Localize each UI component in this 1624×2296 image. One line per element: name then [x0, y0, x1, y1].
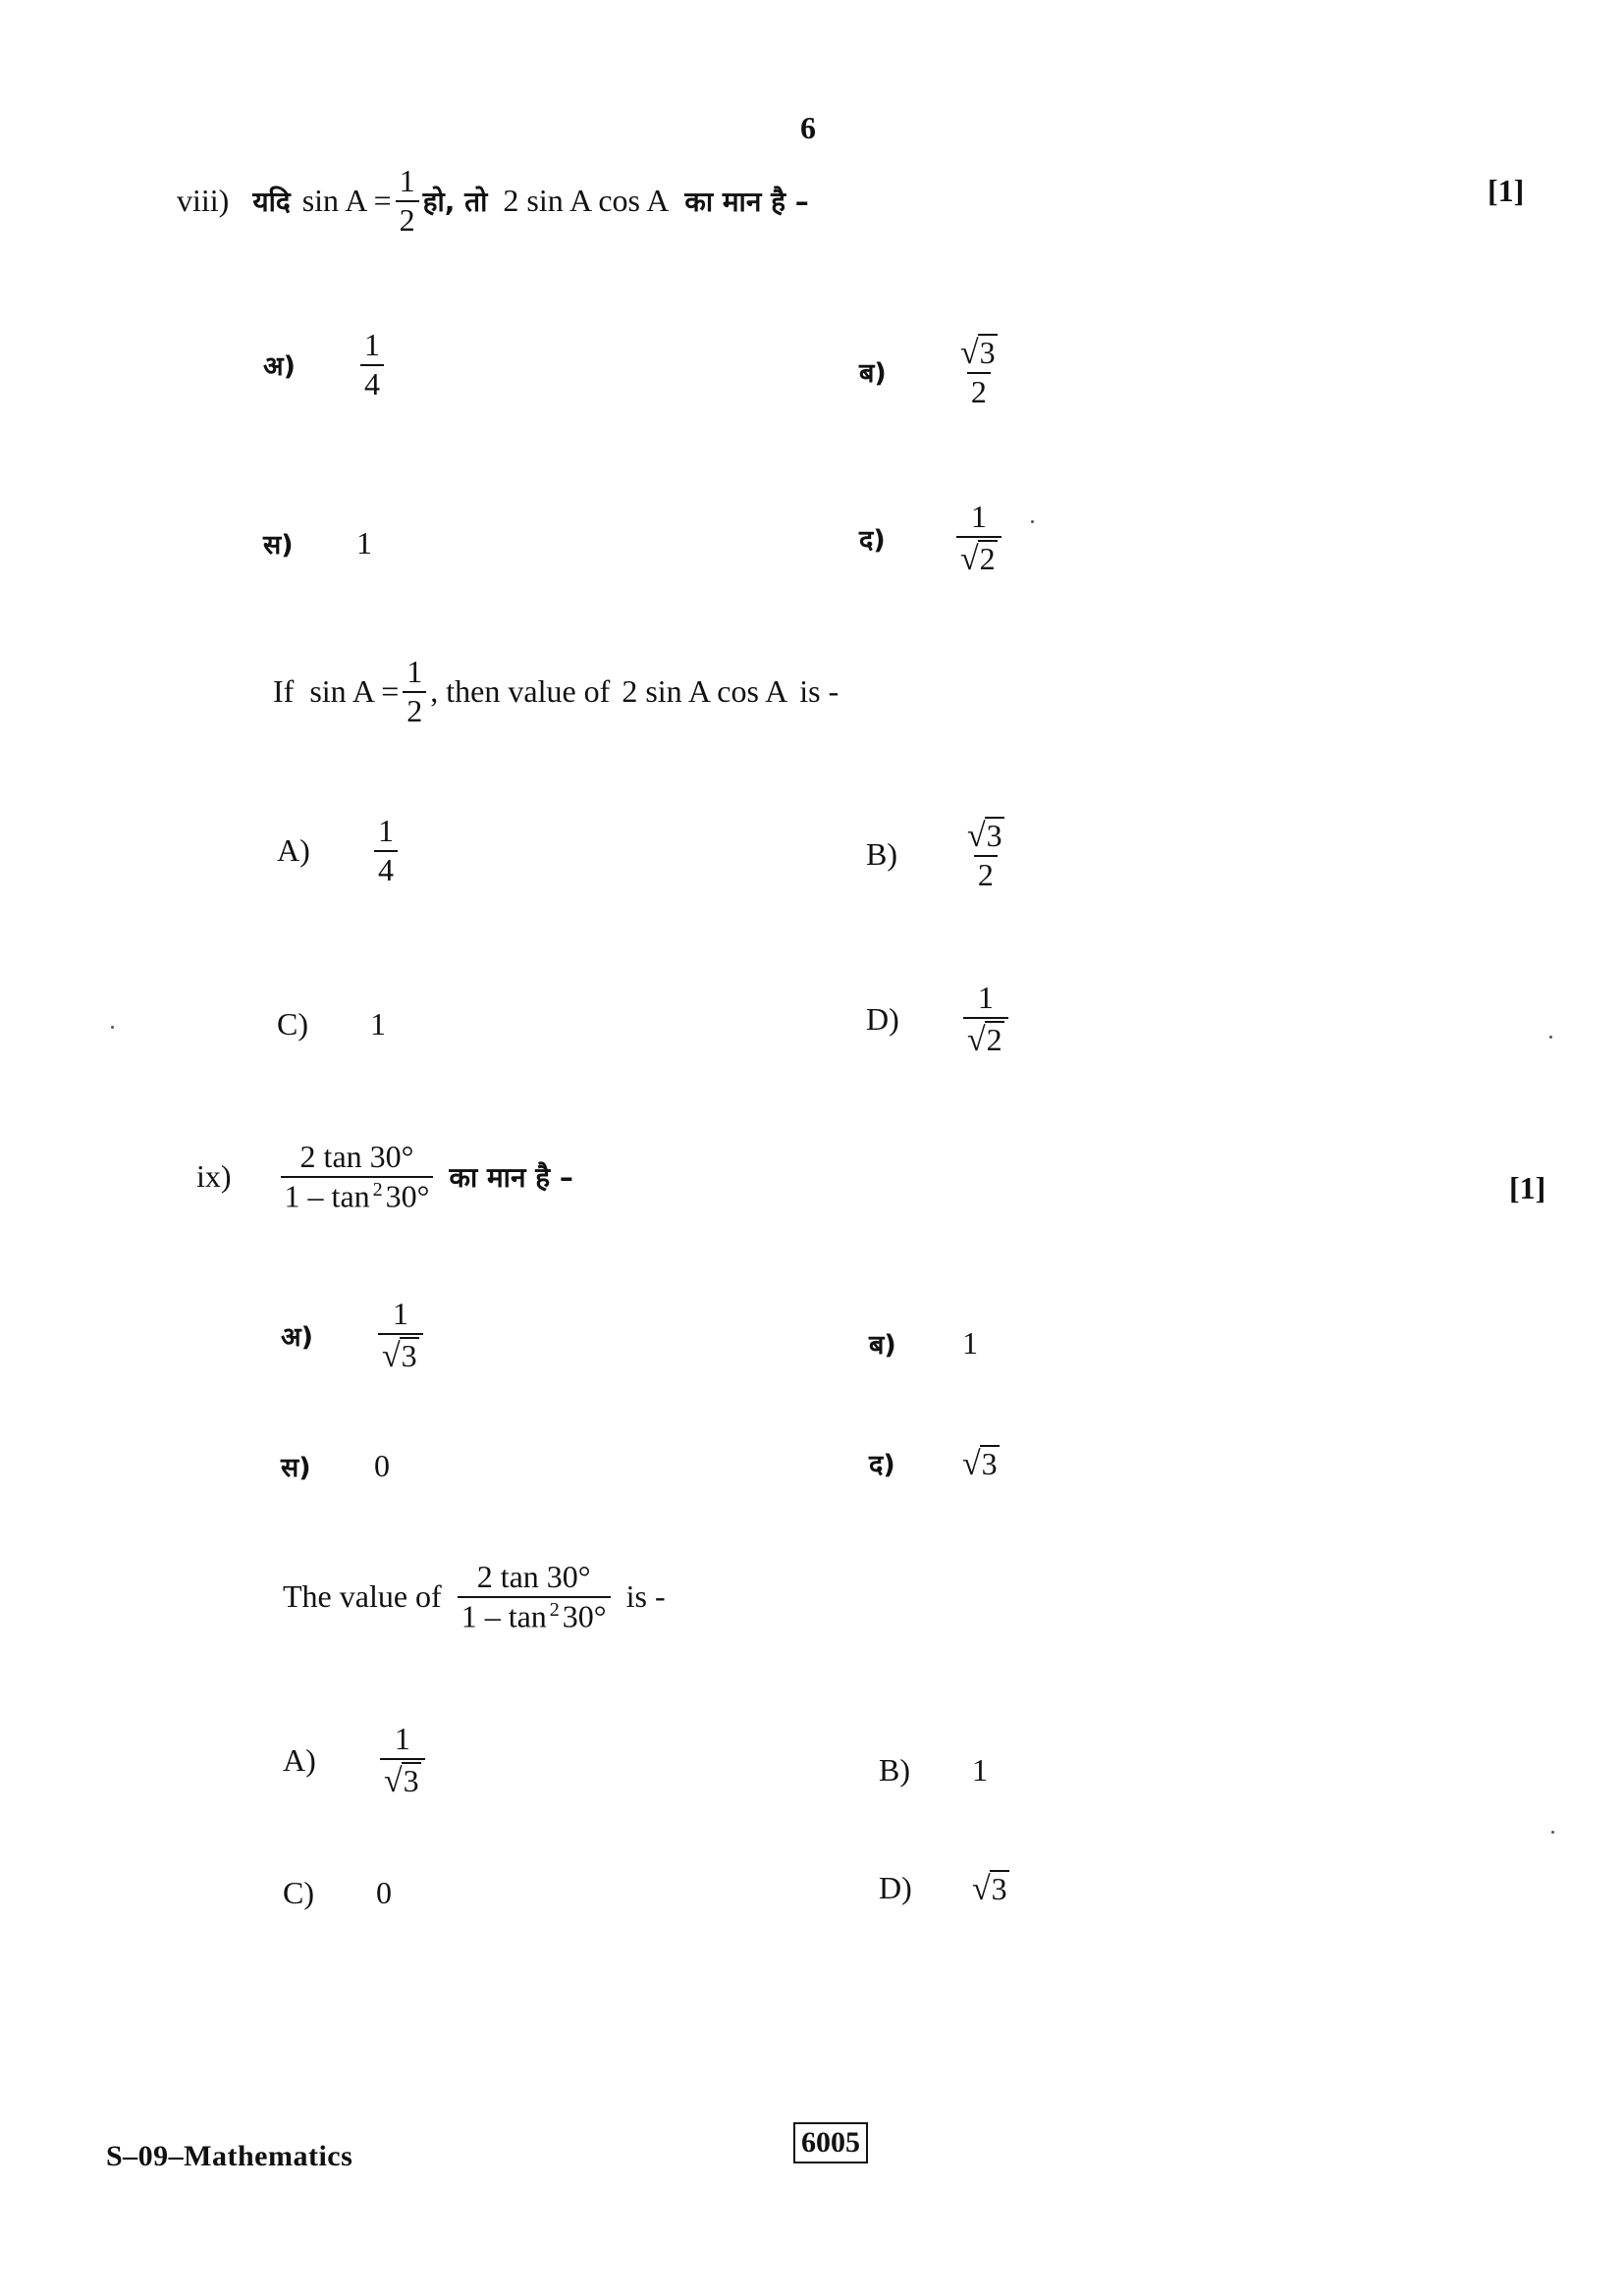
option-b-english[interactable]: B) √ 3 2 [866, 818, 1002, 893]
fraction: $\frac{2 \tan 30^\circ}{1 - \tan ^230^\circ}$ [458, 1561, 611, 1633]
scan-speck [111, 1026, 114, 1029]
option-b-hindi[interactable]: ब) √ 3 2 [859, 335, 996, 410]
sqrt-symbol: √ 3 [382, 1337, 417, 1374]
scan-speck [1549, 1036, 1552, 1039]
option-d-hindi[interactable]: द) 1 √ 2 [859, 501, 1005, 576]
option-a-hindi[interactable]: अ) 1 √ 3 [281, 1298, 427, 1373]
question-text: If [273, 673, 295, 710]
question-text: , then value of [430, 673, 611, 710]
sqrt-symbol: √ 3 [960, 335, 996, 372]
option-c-hindi[interactable]: स) 0 [281, 1448, 390, 1483]
footer-subject: S–09–Mathematics [106, 2140, 353, 2172]
question-number: ix) [196, 1158, 232, 1195]
question-text: हो, तो [422, 185, 488, 218]
marks-q9: [1] [1509, 1170, 1546, 1205]
option-a-english[interactable]: A) 1 √ 3 [283, 1723, 429, 1798]
option-a-english[interactable]: A) $\frac{1}{4}$ [277, 815, 402, 886]
sqrt-symbol: √ 2 [960, 540, 996, 577]
option-c-hindi[interactable]: स) 1 [263, 525, 372, 561]
expression: 2 sin A cos A [622, 673, 788, 710]
option-c-english[interactable]: C) 0 [283, 1875, 392, 1910]
sqrt-symbol: √ 3 [962, 1446, 998, 1483]
option-d-hindi[interactable]: द) √ 3 [869, 1446, 998, 1483]
fraction: $\frac{1}{2}$ [396, 165, 419, 237]
fraction: $\frac{1}{2}$ [403, 656, 426, 727]
question-viii-hindi [177, 165, 809, 237]
page-number: 6 [800, 110, 816, 145]
option-b-hindi[interactable]: ब) 1 [869, 1325, 978, 1361]
expression: sin A = [301, 183, 392, 219]
question-text: का मान है – [449, 1160, 573, 1194]
question-ix-hindi [196, 1141, 573, 1213]
option-a-hindi[interactable]: अ) $\frac{1}{4}$ [263, 329, 388, 400]
sqrt-symbol: √ 3 [967, 818, 1002, 855]
option-c-english[interactable]: C) 1 [277, 1006, 386, 1041]
expression: sin A = [309, 673, 400, 710]
question-text: यदि [252, 185, 291, 218]
option-d-english[interactable]: D) 1 √ 2 [866, 982, 1012, 1057]
question-text: is - [625, 1578, 666, 1615]
question-text: is - [799, 673, 839, 710]
question-ix-english [283, 1561, 666, 1633]
option-b-english[interactable]: B) 1 [879, 1752, 988, 1788]
marks-q8: [1] [1488, 173, 1525, 208]
footer-paper-code: 6005 [793, 2122, 868, 2163]
sqrt-symbol: √ 3 [972, 1871, 1007, 1908]
fraction: $\frac{2 \tan 30^\circ}{1 - \tan ^230^\circ}$ [281, 1141, 434, 1213]
sqrt-symbol: √ 3 [384, 1762, 419, 1799]
question-text: The value of [283, 1578, 442, 1615]
option-d-english[interactable]: D) √ 3 [879, 1870, 1007, 1908]
expression: 2 sin A cos A [503, 183, 670, 219]
question-number: viii) [177, 183, 230, 219]
sqrt-symbol: √ 2 [967, 1021, 1002, 1058]
scan-speck [1551, 1831, 1554, 1834]
question-text: का मान है – [684, 185, 809, 218]
scan-speck [1031, 520, 1034, 523]
question-viii-english [273, 656, 839, 727]
